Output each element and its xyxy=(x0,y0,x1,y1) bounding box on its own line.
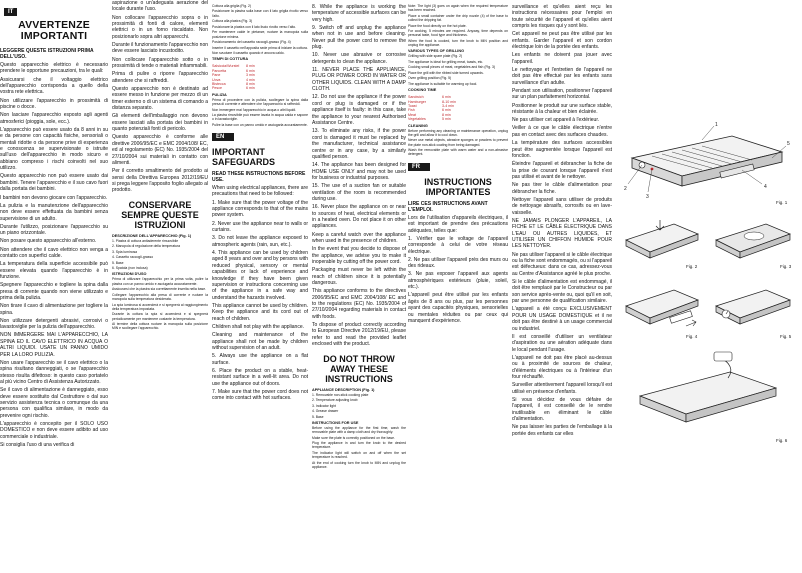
part-item-it: 6. Spatola (non inclusa) xyxy=(112,266,148,271)
keep-title-en: DO NOT THROW AWAY THESE INSTRUCTIONS xyxy=(323,353,395,384)
paragraph-fr: NE JAMAIS PLONGER L'APPAREIL, LA FICHE ET LE CÂBLE ÉLECTRIQUE DANS L'EAU OU AUTRES LIQUIDES, ET UTILISER UN CHIFFON HUMIDE POUR LES NETTOYER. xyxy=(512,217,612,250)
paragraph-it: Prima di pulire o riporre l'apparecchio attendere che si raffreddi. xyxy=(112,71,208,84)
paragraph-en: 12. Do not use the appliance if the power cord or plug is damaged or if the appliance itself is faulty: in this case, take the appliance to your nearest Authorised Assistance Centre. xyxy=(312,94,406,127)
paragraph-en: 2. Never use the appliance near to walls or curtains. xyxy=(212,220,308,234)
part-label-2: 2 xyxy=(624,186,627,192)
paragraph-fr: Veiller à ce que le câble électrique n'entre pas en contact avec des surfaces chaudes. xyxy=(512,125,612,138)
cleaning-en: Before performing any cleaning or maintenance operation, unplug the grill and allow it to cool down. xyxy=(408,128,508,137)
cooking-time-value: 8 min xyxy=(246,81,255,86)
paragraph-en: 4. This appliance can be used by children aged 8 years and over and by persons with reduced physical, sensory or mental capabilities or lack of experience and knowledge if they have been given supervision or instructions concerning use of the appliance in a safe way and understand the hazards involved. xyxy=(212,249,308,301)
part-item-en: 1. Removable non-stick cooking plate xyxy=(312,392,369,397)
cooking-time-food: Fish xyxy=(408,108,415,113)
paragraph-en: Packaging must never be left within the reach of children since it is potentially dangerous. xyxy=(312,267,406,287)
clean-list-it xyxy=(212,98,308,127)
subtitle-it: LEGGERE QUESTE ISTRUZIONI PRIMA DELL'USO. xyxy=(0,48,94,60)
paragraph-it: Non svuotare il cassetto quando è ancora caldo. xyxy=(212,50,285,55)
cooking-time-food: Pane xyxy=(212,73,221,78)
title-it: AVVERTENZE IMPORTANTI xyxy=(18,19,90,42)
paragraph-en: Note: The light (3) goes on again when the required temperature has been reached. xyxy=(408,4,508,13)
subtitle-fr: LIRE CES INSTRUCTIONS AVANT L'EMPLOI. xyxy=(408,200,488,213)
instruction-it: Al termine della cottura ruotare la manopola sulla posizione MIN e scollegare l'apparecchio. xyxy=(112,322,208,331)
language-tag-it: IT xyxy=(4,8,17,16)
part-item-it: 2. Manopola di regolazione della temperatura xyxy=(112,244,181,249)
paragraph-en: 13. To eliminate any risks, if the power cord is damaged it must be replaced by the manufacturer, technical assistance centre or in any case, by a similarly qualified person. xyxy=(312,128,406,160)
cooking-time-value: 8 min xyxy=(442,112,451,117)
paragraph-it: aspirazione o un'adeguata aerazione del locale durante l'uso. xyxy=(112,0,208,13)
text-block-en-1 xyxy=(212,185,308,402)
figure-1-label: Fig. 1 xyxy=(776,200,788,205)
cooking-time-row xyxy=(408,117,508,121)
paragraph-fr: Ne pas utiliser cet appareil à l'extérieur. xyxy=(512,117,600,124)
figure-1-grill xyxy=(622,118,792,200)
cleaning-it: La piastra rimovibile può essere lavata in acqua calda e sapone o in lavastoviglie. xyxy=(212,112,308,122)
figure-2-label: Fig. 2 xyxy=(686,264,698,269)
cooking-time-food: Salsiccia/Wurstel xyxy=(212,64,240,69)
paragraph-it: Questo apparecchio è conforme alle direttive 2006/95/EC e EMC 2004/108/ EC, ed al regolamento (EC) No. 1935/2004 del 27/10/2004 sui materiali in contatto con alimenti. xyxy=(112,134,208,166)
times-heading-it: TEMPI DI COTTURA xyxy=(212,57,249,62)
text-block-fr-1 xyxy=(408,215,508,325)
column-fr-2 xyxy=(512,0,612,573)
paragraph-en: 10. Never use abrasive or corrosive detergents to clean the appliance. xyxy=(312,52,406,65)
cooking-time-value: 8 min xyxy=(246,64,255,69)
paragraph-en: 16. Never place the appliance on or near to sources of heat, electrical elements or in a heated oven. Do not place it on other appliances. xyxy=(312,204,406,230)
times-heading-en: COOKING TIME xyxy=(408,88,437,93)
paragraph-it: Gli elementi dell'imballaggio non devono essere lasciati alla portata dei bambini in quanto potenziali fonti di pericolo. xyxy=(112,113,208,133)
paragraph-it: Non lasciare l'apparecchio esposto agli agenti atmosferici (pioggia, sole, ecc.). xyxy=(0,112,108,125)
column-en-3 xyxy=(408,0,508,573)
paragraph-fr: Ne pas tirer le câble d'alimentation pour débrancher la fiche. xyxy=(512,182,612,195)
paragraph-it: Per mantenere calde le pietanze, ruotare la manopola sulla posizione minima. xyxy=(212,30,308,39)
cooking-time-value: 6 min xyxy=(442,95,451,100)
paragraph-it: Non utilizzare l'apparecchio in prossimità di piscine o docce. xyxy=(0,97,108,111)
paragraph-fr: Si vous décidez de vous défaire de l'appareil, il est conseillé de le rendre inutilisable en éliminant le câble d'alimentation. xyxy=(512,396,612,423)
paragraph-it: Se il cavo di alimentazione è danneggiato, esso deve essere sostituito dal Costruttore o dal suo servizio assistenza tecnica o comunque da una persona con qualifica similare, in modo da prevenire ogni rischio. xyxy=(0,387,108,419)
paragraph-en: This appliance cannot be used by children. Keep the appliance and its cord out of reach of children. xyxy=(212,302,308,322)
cooking-time-value: 5 min xyxy=(442,117,451,122)
paragraph-it: Cottura alla griglia (Fig. 2) xyxy=(212,4,252,8)
paragraph-en: In the event that you decide to dispose of the appliance, we advise you to make it inoperable by cutting off the power cord. xyxy=(312,246,406,265)
paragraph-en: To dispose of product correctly according to European Directive 2012/19/EU, please refer to and read the provided leaflet enclosed with the product. xyxy=(312,322,406,348)
figure-3-label: Fig. 3 xyxy=(780,264,792,269)
cleaning-it: Non immergere mai l'apparecchio in acqua o altri liquidi. xyxy=(212,107,297,112)
desc-heading-it: DESCRIZIONE DELL'APPARECCHIO (Fig. 1) xyxy=(112,233,192,238)
figure-4-label: Fig. 4 xyxy=(686,334,698,339)
varieties-list-en xyxy=(408,54,508,86)
cooking-time-food: Meat xyxy=(408,112,416,117)
variety-en: Cooking small pieces of meat, vegetables and fish (Fig. 3) xyxy=(408,65,496,70)
paragraph-fr: Si le câble d'alimentation est endommagé, il doit être remplacé par le Constructeur ou par son service après-vente ou, quoi qu'il en soit, par une personne de qualification similaire. xyxy=(512,279,612,305)
paragraph-it: Posizionare la piastra con il lato liscio rivolto verso l'alto. xyxy=(212,24,297,29)
figure-2-plate-insert xyxy=(620,214,702,264)
paragraph-fr: L'appareil ne doit pas être placé au-dessus ou à proximité de sources de chaleur, d'éléments électriques ou à l'intérieur d'un four réchauffé. xyxy=(512,354,612,381)
instruction-it: La spia luminosa si accenderà e si spegnerà al raggiungimento della temperatura impostata. xyxy=(112,302,208,311)
paragraph-fr: Ne pas laisser les parties de l'emballage à la portée des enfants car elles xyxy=(512,424,612,437)
paragraph-it: Non posare questo apparecchio all'esterno. xyxy=(0,238,97,245)
part-item-it: 1. Piastra di cottura antiaderente rimuovibile xyxy=(112,238,179,243)
paragraph-it: Inserire il cassetto nell'apposita sede prima di iniziare la cottura. xyxy=(212,45,308,50)
cooking-time-value: 6 min xyxy=(442,108,451,113)
varieties-heading-en: VARIOUS TYPES OF GRILLING xyxy=(408,49,465,54)
paragraph-it: Non collocare l'apparecchio sotto o in prossimità di tende o materiali infiammabili. xyxy=(112,56,208,70)
paragraph-en: Keep a careful watch over the appliance when used in the presence of children. xyxy=(312,231,406,244)
paragraph-it: Non attendere che il cavo elettrico non venga a contatto con superfici calde. xyxy=(0,246,108,259)
paragraph-en: 15. The use of a suction fan or suitable ventilation of the room is recommended during use. xyxy=(312,183,406,202)
instruction-it: Assicurarsi che la piastra sia correttamente inserita nella base. xyxy=(112,287,207,292)
cooking-time-value: 3 min xyxy=(246,73,255,78)
cooking-time-row xyxy=(212,86,308,90)
paragraph-en: For cooking, 5 minutes are required. Anyway, time depends on personal taste, food type and thickness. xyxy=(408,29,508,38)
cleaning-it: Pulire la base con un panno umido e asciugarla accuratamente. xyxy=(212,122,308,127)
paragraph-it: La temperatura della superficie accessibile può essere elevata quando l'apparecchio è in funzione. xyxy=(0,261,108,280)
desc-heading-en: APPLIANCE DESCRIPTION (Fig. 1) xyxy=(312,387,375,392)
cleaning-en: Never use metal objects, abrasive sponges or powders to prevent the plate non-stick coating from being damaged. xyxy=(408,138,508,147)
instruction-it: Durante la cottura la spia si accenderà e si spegnerà periodicamente per mantenere costante la temperatura. xyxy=(112,312,208,321)
part-item-it: 4. Cassetto raccogli-grasso xyxy=(112,255,154,260)
part-item-it: 3. Spia luminosa xyxy=(112,249,138,254)
figure-6-cleaning xyxy=(620,348,796,438)
figure-6-label: Fig. 6 xyxy=(776,438,788,443)
instruction-en: At the end of cooking turn the knob to MIN and unplug the appliance. xyxy=(312,460,406,470)
paragraph-fr: L'appareil a été conçu EXCLUSIVEMENT POUR UN USAGE DOMESTIQUE et il ne doit pas être destiné à un usage commercial ou industriel. xyxy=(512,306,612,332)
paragraph-fr: La température des surfaces accessibles peut être augmentée lorsque l'appareil est fonction. xyxy=(512,140,612,159)
part-item-en: 3. Indicator light xyxy=(312,403,336,408)
instruction-en: The indicator light will switch on and off when the set temperature is reached. xyxy=(312,450,406,460)
cooking-time-food: Hamburger xyxy=(408,99,426,104)
column-it-3 xyxy=(212,0,308,573)
cooking-time-value: 8-10 min xyxy=(442,99,456,104)
instruction-it: Prima di utilizzare l'apparecchio per la prima volta, pulire la piastra con un panno umido e asciugarla accuratamente. xyxy=(112,277,208,286)
paragraph-it: Questo apparecchio non può essere usato dai bambini. Tenere l'apparecchio e il suo cavo fuori dalla portata dei bambini. xyxy=(0,173,108,193)
cooking-time-food: Vegetables xyxy=(408,117,426,122)
use-heading-en: INSTRUCTIONS FOR USE xyxy=(312,420,359,425)
part-item-en: 4. Grease drawer xyxy=(312,409,339,414)
part-label-1: 1 xyxy=(715,122,718,128)
paragraph-en: When the food is cooked, turn the knob to MIN position and unplug the appliance. xyxy=(408,38,508,48)
figures-column xyxy=(616,0,802,573)
clean-list-en xyxy=(408,129,508,157)
paragraph-it: NON IMMERGERE MAI L'APPARECCHIO, LA SPINA ED IL CAVO ELETTRICO IN ACQUA O ALTRI LIQUIDI. USATE UN PANNO UMIDO PER LA LORO PULIZIA. xyxy=(0,332,108,358)
paragraph-en: 7. Make sure that the power cord does not come into contact with hot surfaces. xyxy=(212,388,308,402)
paragraph-fr: Ne pas utiliser l'appareil si le câble électrique ou la fiche sont endommagés, ou si l'appareil est défectueux: dans ce cas, adressez-vous au Centre d'Assistance agréé le plus proche. xyxy=(512,251,612,277)
paragraph-fr: Positionner le produit sur une surface stable, résistante à la chaleur et bien éclairée. xyxy=(512,102,612,116)
title-fr: INSTRUCTIONS IMPORTANTES xyxy=(424,176,492,197)
paragraph-en: 9. Switch off and unplug the appliance when not in use and before cleaning. Never pull the power cord to remove the plug. xyxy=(312,25,406,51)
variety-en: Oven grilling position (Fig. 5) xyxy=(408,76,452,81)
figure-3-flat-plate xyxy=(710,214,796,264)
variety-en: The appliance is suitable for warming up food. xyxy=(408,81,478,86)
paragraph-it: Assicurarsi che il voltaggio elettrico dell'apparecchio corrisponda a quello della vostra rete elettrica. xyxy=(0,76,108,96)
keep-title-it: CONSERVARE SEMPRE QUESTE ISTRUZIONI xyxy=(121,199,199,230)
paragraph-it: Non collocare l'apparecchio sopra o in prossimità di fonti di calore, elementi elettrici o in un forno riscaldato. Non posizionarlo sopra altri apparecchi. xyxy=(112,14,208,40)
cooking-time-value: 6 min xyxy=(246,68,255,73)
instruction-it: Collegare l'apparecchio alla presa di corrente e ruotare la manopola sulla temperatura desiderata. xyxy=(112,292,208,302)
cooking-time-value: 4 min xyxy=(246,77,255,82)
paragraph-it: I bambini non devono giocare con l'apparecchio. xyxy=(0,194,108,201)
figure-4-grease-drawer xyxy=(620,282,702,334)
part-item-en: 2. Temperature adjusting knob xyxy=(312,398,358,403)
use-list-it xyxy=(112,277,208,330)
times-table-en xyxy=(408,95,508,121)
part-item-it: 5. Base xyxy=(112,260,124,265)
text-block-en-3 xyxy=(408,4,508,47)
part-label-4: 4 xyxy=(764,184,767,190)
paragraph-en: 1. Make sure that the power voltage of the appliance corresponds to that of the mains power system. xyxy=(212,199,308,219)
paragraph-fr: Les enfants ne doivent pas jouer avec l'appareil. xyxy=(512,52,612,65)
paragraph-it: Non tirare il cavo di alimentazione per togliere la spina. xyxy=(0,303,108,316)
cleaning-it: Prima di procedere con la pulizia, scollegare la spina dalla presa di corrente e attendere che l'apparecchio si raffreddi. xyxy=(212,97,308,107)
paragraph-it: Questo apparecchio non è destinato ad essere messo in funzione per mezzo di un timer esterno o di un sistema di comando a distanza separato. xyxy=(112,85,208,112)
desc-list-en xyxy=(312,393,406,419)
paragraph-en: 11. NEVER PLACE THE APPLIANCE, PLUG OR POWER CORD IN WATER OR OTHER LIQUIDS. CLEAN WITH A DAMP CLOTH. xyxy=(312,67,406,93)
paragraph-it: Posizionamento del cassetto raccogli-grasso (Fig. 4) xyxy=(212,40,291,45)
paragraph-en: 3. Do not leave the appliance exposed to atmospheric agents (rain, sun, etc.). xyxy=(212,235,308,248)
paragraph-it: Non utilizzare detergenti abrasivi, corrosivi o lavastoviglie per la pulizia dell'apparecchio. xyxy=(0,317,108,331)
language-tag-en: EN xyxy=(212,133,234,141)
instruction-en: Before using the appliance for the first time, wash the removable plate with a damp cloth and dry thoroughly. xyxy=(312,425,406,435)
paragraph-it: Posizionare la piastra sulla base con il lato griglia rivolto verso l'alto. xyxy=(212,9,308,18)
language-tag-fr: FR xyxy=(408,163,430,171)
paragraph-fr: Cet appareil ne peut pas être utilisé par les enfants. Garder l'appareil et son cordon électrique loin de la portée des enfants. xyxy=(512,31,612,51)
paragraph-it: Durante il funzionamento l'apparecchio non deve essere lasciato incustodito. xyxy=(112,42,208,55)
paragraph-en: When using electrical appliances, there are precautions that need to be followed: xyxy=(212,185,308,198)
cleaning-en: Wash the removable plate with warm water and a non-abrasive detergent. xyxy=(408,148,508,157)
paragraph-fr: Pendant son utilisation, positionner l'appareil sur un plan parfaitement horizontal. xyxy=(512,88,612,101)
paragraph-it: Spegnere l'apparecchio e togliere la spina dalla presa di corrente quando non viene utilizzato e prima della pulizia. xyxy=(0,282,108,301)
paragraph-fr: Nettoyer l'appareil sans utiliser de produits de nettoyage abrasifs, corrosifs ou en lave-vaisselle. xyxy=(512,196,612,216)
subtitle-en: READ THESE INSTRUCTIONS BEFORE USE. xyxy=(212,171,306,184)
column-it-2 xyxy=(112,0,208,573)
paragraph-en: 14. The appliance has been designed for HOME USE ONLY and may not be used for business or industrial purposes. xyxy=(312,162,406,181)
paragraph-fr: Lors de l'utilisation d'appareils électriques, il est important de prendre des précautions adéquates, telles que: xyxy=(408,214,508,234)
paragraph-it: Questo apparecchio elettrico è necessario prendere le opportune precauzioni, tra le quali: xyxy=(0,62,108,75)
clean-heading-en: CLEANING xyxy=(408,123,428,128)
paragraph-en: Place the food directly on the hot plate. xyxy=(408,23,467,28)
times-table-it xyxy=(212,64,308,90)
paragraph-fr: 1. Vérifier que le voltage de l'appareil corresponde à celui de votre réseau électrique. xyxy=(408,235,508,255)
paragraph-it: Durante l'utilizzo, posizionare l'apparecchio su un piano orizzontale. xyxy=(0,223,108,237)
clean-heading-it: PULIZIA xyxy=(212,92,227,97)
part-label-5: 5 xyxy=(787,141,790,147)
text-block-it-3 xyxy=(212,4,308,55)
part-label-3: 3 xyxy=(646,194,649,200)
paragraph-fr: Surveiller attentivement l'appareil lorsqu'il est utilisé en présence d'enfants. xyxy=(512,382,612,395)
cooking-time-food: Bistecca xyxy=(212,81,226,86)
cooking-time-food: Uova xyxy=(212,77,221,82)
cooking-time-food: Toast xyxy=(408,103,417,108)
paragraph-en: Children shall not play with the appliance. xyxy=(212,323,304,330)
text-block-it-2 xyxy=(112,0,208,194)
paragraph-it: Per il corretto smaltimento del prodotto ai sensi della Direttiva Europea 2012/19/EU si prega leggere l'apposito foglio allegato al prodotto. xyxy=(112,168,208,194)
instruction-en: Make sure the plate is correctly positioned on the base. xyxy=(312,435,395,440)
title-en: IMPORTANT SAFEGUARDS xyxy=(212,147,276,168)
paragraph-en: 6. Place the product on a stable, heat-resistant surface in a well-lit area. Do not use the appliance out of doors. xyxy=(212,367,308,387)
paragraph-fr: Le nettoyage et l'entretien de l'appareil ne doit pas être effectué par les enfants sans surveillance d'un adulte. xyxy=(512,67,612,86)
text-block-en-2 xyxy=(312,4,406,348)
cooking-time-value: 6 min xyxy=(246,86,255,91)
paragraph-fr: surveillance et qu'elles aient reçu les instructions nécessaires pour l'emploi en toute sécurité de l'appareil et qu'elles aient compris les risques qui y sont liés. xyxy=(512,4,612,30)
variety-en: Place the grill with the ribbed side turned upwards. xyxy=(408,70,484,75)
paragraph-it: L'apparecchio può essere usato da 8 anni in su e da persone con capacità fisiche, sensoriali o mentali ridotte o da persone prive di esperienza e conoscenza se supervisionate o istruite sull'uso dell'apparecchio in modo sicuro e abbiano compreso i rischi coinvolti nel suo utilizzo. xyxy=(0,126,108,172)
cooking-time-value: 3-4 min xyxy=(442,103,454,108)
cooking-time-food: Pesce xyxy=(212,86,222,91)
text-block-it-1 xyxy=(0,62,108,448)
paragraph-en: Place a small container under the drip nozzle (4) of the base to collect the dripping fat. xyxy=(408,13,508,23)
column-it-1 xyxy=(0,0,108,573)
variety-en: Grilling with side spare plate (Fig. 2) xyxy=(408,54,463,59)
paragraph-en: 5. Always use the appliance on a flat surface. xyxy=(212,353,308,366)
use-heading-it: ISTRUZIONI D'USO xyxy=(112,272,147,277)
paragraph-it: La pulizia e la manutenzione dell'apparecchio non deve essere effettuata da bambini senza supervisione di un adulto. xyxy=(0,202,108,222)
cooking-time-food: Pancetta xyxy=(212,68,227,73)
paragraph-it: Non usare l'apparecchio se il cavo elettrico o la spina risultano danneggiati, o se l'apparecchio stesso risulta difettoso: in questo caso portatelo al più vicino Centro di Assistenza Autorizzato. xyxy=(0,359,108,386)
paragraph-it: Cottura alla piastra (Fig. 3) xyxy=(212,19,253,24)
variety-en: The appliance is ideal for grilling meat, toasts, etc. xyxy=(408,59,484,64)
cooking-time-food: Sandwich xyxy=(408,95,424,100)
paragraph-fr: Il est conseillé d'utiliser un ventilateur d'aspiration ou une aération adéquate dans le local pendant l'usage. xyxy=(512,333,612,353)
use-list-en xyxy=(312,426,406,469)
paragraph-en: 8. While the appliance is working the temperature of accessible surfaces can be very high. xyxy=(312,4,406,23)
part-item-en: 5. Base xyxy=(312,414,324,419)
paragraph-fr: Éteindre l'appareil et débrancher la fiche de la prise de courant lorsque l'appareil n'est pas utilisé et avant de le nettoyer. xyxy=(512,161,612,180)
paragraph-fr: 3. Ne pas exposer l'appareil aux agents atmosphériques extérieurs (pluie, soleil, etc.). xyxy=(408,271,508,291)
paragraph-it: L'apparecchio è concepito per il SOLO USO DOMESTICO e non deve essere adibito ad uso commerciale o industriale. xyxy=(0,421,108,440)
figure-5-knob xyxy=(710,282,796,334)
paragraph-fr: 2. Ne pas utiliser l'appareil près des murs ou des rideaux. xyxy=(408,256,508,270)
column-en-2 xyxy=(312,0,406,573)
desc-list-it xyxy=(112,239,208,271)
text-block-fr-2 xyxy=(512,4,612,437)
paragraph-en: This appliance conforms to the directives 2006/95/EC and EMC 2004/108/ EC and to the regulations (EC) No. 1935/2004 of 27/10/2004 regarding materials in contact with foods. xyxy=(312,288,406,320)
paragraph-fr: L'appareil peut être utilisé par les enfants âgés de 8 ans ou plus, par les personnes ayant des capacités physiques, sensorielles ou mentales réduites ou par ceux qui manquent d'expérience. xyxy=(408,292,508,325)
figure-5-label: Fig. 5 xyxy=(780,334,792,339)
paragraph-en: Cleaning and maintenance of the appliance shall not be made by children without supervision of an adult. xyxy=(212,332,308,351)
paragraph-it: Si consiglia l'uso di una verifica di xyxy=(0,442,75,449)
instruction-en: Plug the appliance in and turn the knob to the desired temperature. xyxy=(312,441,406,450)
